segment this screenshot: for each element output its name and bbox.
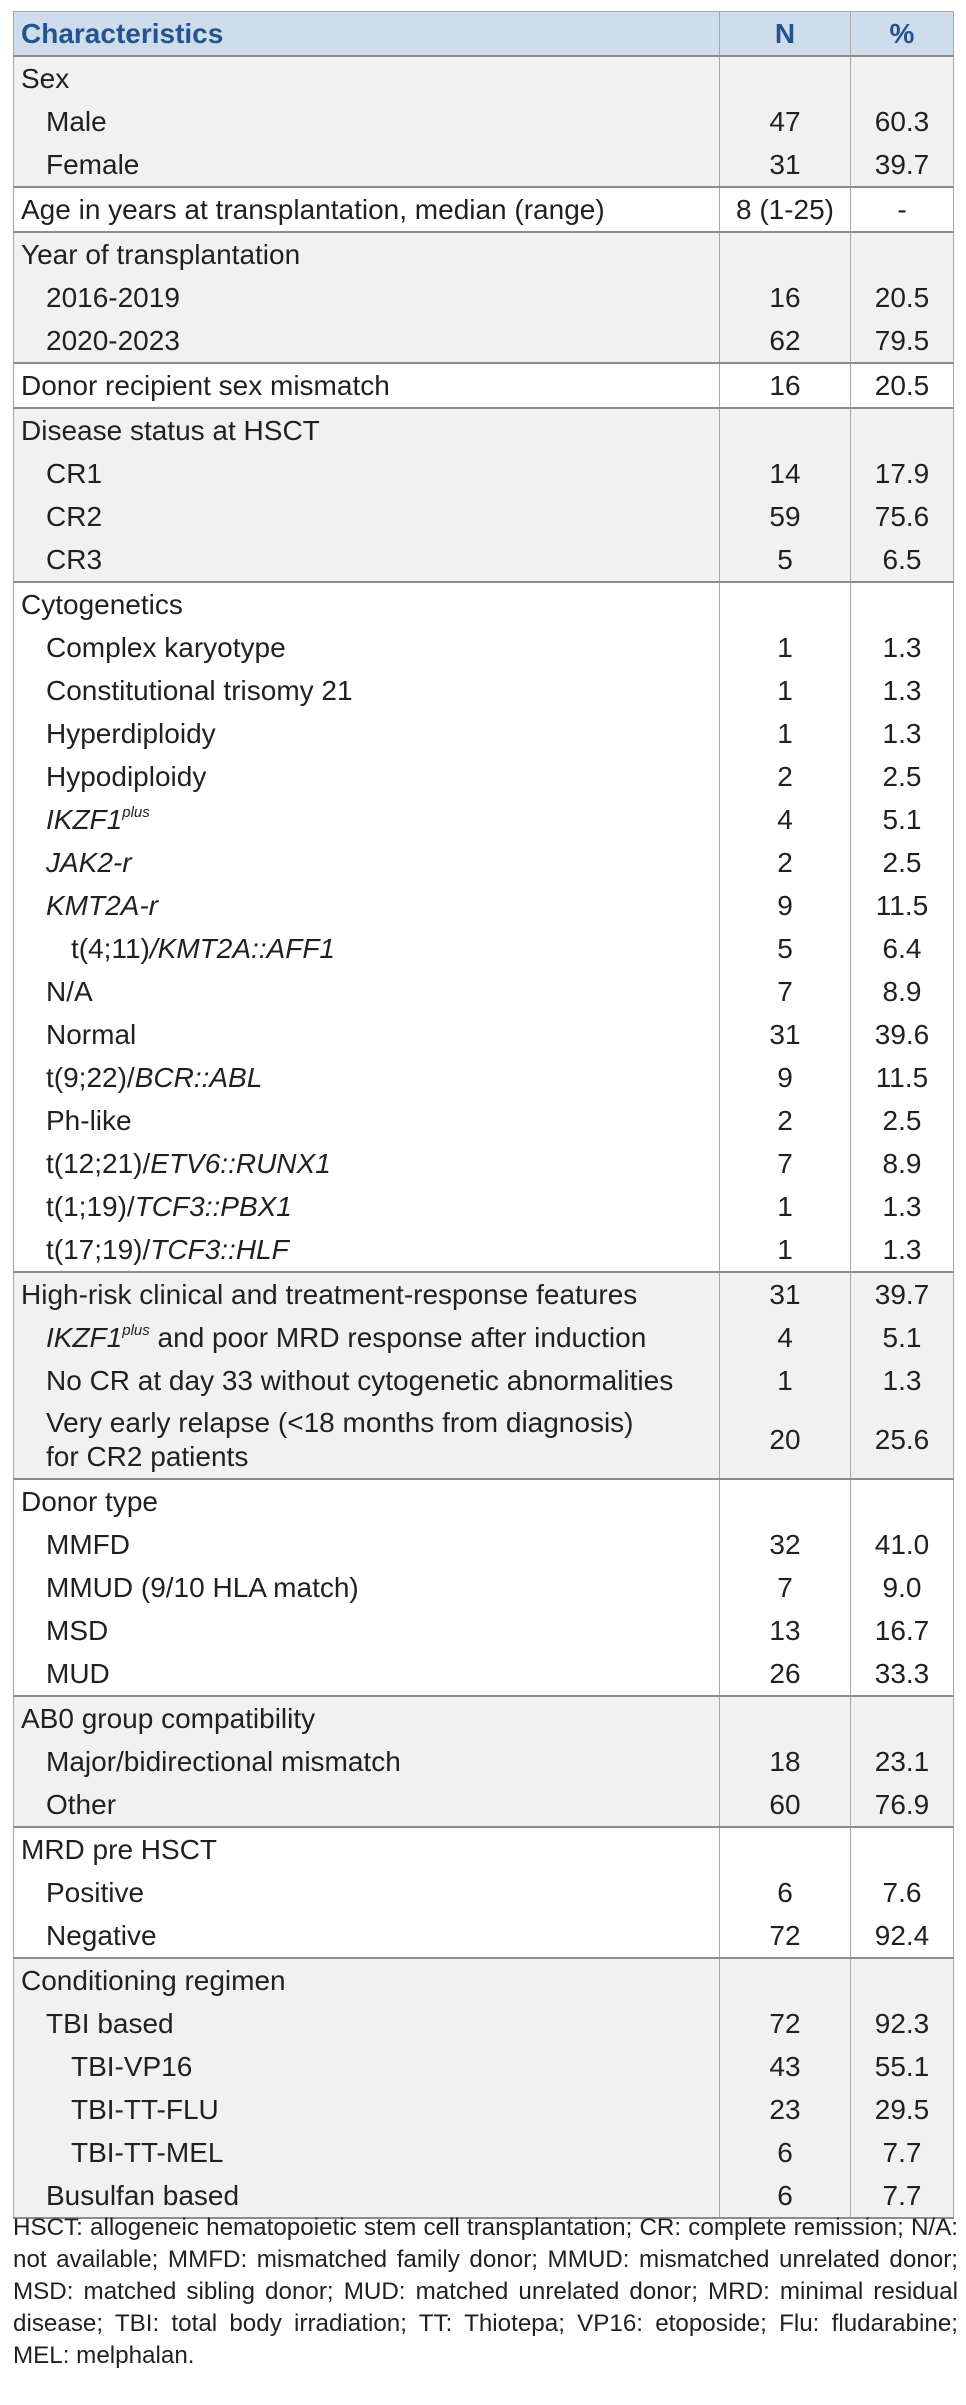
row-label-text: Sex	[21, 63, 70, 94]
row-n-value: 72	[720, 2002, 851, 2045]
row-label-text: TBI-VP16	[71, 2051, 193, 2082]
row-n-value	[720, 1479, 851, 1523]
table-row	[14, 1056, 954, 1099]
row-label	[14, 319, 720, 363]
row-percent-value: 11.5	[851, 884, 954, 927]
row-label	[14, 1056, 720, 1099]
table-row	[14, 927, 954, 970]
row-percent-value: 1.3	[851, 712, 954, 755]
row-label	[14, 143, 720, 187]
table-row	[14, 1013, 954, 1056]
row-n-value: 16	[720, 363, 851, 408]
row-label-text: KMT2A-r	[46, 890, 158, 921]
table-row	[14, 841, 954, 884]
row-label-italic: ETV6::RUNX1	[150, 1148, 331, 1179]
row-n-value: 13	[720, 1609, 851, 1652]
table-row	[14, 1827, 954, 1871]
row-percent-value	[851, 1958, 954, 2002]
row-percent-value: 60.3	[851, 100, 954, 143]
row-label	[14, 363, 720, 408]
row-percent-value: 7.7	[851, 2131, 954, 2174]
row-n-value: 6	[720, 1871, 851, 1914]
table-row	[14, 1696, 954, 1740]
row-label	[14, 1185, 720, 1228]
row-label-text: t(1;19)/	[46, 1191, 135, 1222]
row-label-text: TBI-TT-FLU	[71, 2094, 219, 2125]
row-percent-value: 8.9	[851, 1142, 954, 1185]
row-percent-value	[851, 232, 954, 276]
table-row	[14, 582, 954, 626]
row-label	[14, 1013, 720, 1056]
row-percent-value: 75.6	[851, 495, 954, 538]
row-label	[14, 1272, 720, 1316]
row-label	[14, 626, 720, 669]
row-label	[14, 2131, 720, 2174]
row-label-text: Other	[46, 1789, 117, 1820]
table-row	[14, 1228, 954, 1272]
table-row	[14, 143, 954, 187]
row-percent-value	[851, 408, 954, 452]
row-n-value: 6	[720, 2131, 851, 2174]
row-percent-value: 6.4	[851, 927, 954, 970]
row-n-value: 32	[720, 1523, 851, 1566]
row-percent-value: 2.5	[851, 1099, 954, 1142]
row-label-text: AB0 group compatibility	[21, 1703, 316, 1734]
table-row	[14, 187, 954, 232]
row-n-value: 20	[720, 1402, 851, 1479]
row-percent-value	[851, 1696, 954, 1740]
row-percent-value: 76.9	[851, 1783, 954, 1827]
row-percent-value: 20.5	[851, 363, 954, 408]
row-label	[14, 1914, 720, 1958]
row-n-value: 1	[720, 1185, 851, 1228]
row-label-text: TBI-TT-MEL	[71, 2137, 224, 2168]
row-n-value: 2	[720, 755, 851, 798]
row-n-value	[720, 1696, 851, 1740]
table-row	[14, 1402, 954, 1479]
row-label-text: Negative	[46, 1920, 157, 1951]
row-n-value: 4	[720, 798, 851, 841]
row-label-text: CR1	[46, 458, 103, 489]
row-n-value: 1	[720, 1359, 851, 1402]
row-n-value: 6	[720, 2174, 851, 2218]
row-label-text: Hyperdiploidy	[46, 718, 216, 749]
row-percent-value: 16.7	[851, 1609, 954, 1652]
table-row	[14, 452, 954, 495]
row-percent-value: 92.4	[851, 1914, 954, 1958]
row-label-text: 2016-2019	[46, 282, 180, 313]
row-label-text: Donor recipient sex mismatch	[21, 370, 390, 401]
row-label-italic: BCR::ABL	[134, 1062, 263, 1093]
table-body	[14, 56, 954, 2218]
table-row	[14, 1359, 954, 1402]
row-label	[14, 276, 720, 319]
row-label-text: IKZF1	[46, 1322, 123, 1353]
row-label	[14, 1142, 720, 1185]
row-label	[14, 2002, 720, 2045]
row-n-value: 5	[720, 538, 851, 582]
row-n-value: 1	[720, 712, 851, 755]
row-n-value: 7	[720, 970, 851, 1013]
row-label-italic: TCF3::PBX1	[134, 1191, 292, 1222]
row-label	[14, 1523, 720, 1566]
row-label-text: Very early relapse (<18 months from diagnosis)	[46, 1407, 634, 1438]
table-row	[14, 2045, 954, 2088]
row-label-text: IKZF1	[46, 804, 123, 835]
row-label-superscript: plus	[122, 804, 150, 821]
row-label-superscript: plus	[122, 1322, 150, 1339]
row-label	[14, 712, 720, 755]
row-label-text: Complex karyotype	[46, 632, 286, 663]
row-percent-value: 6.5	[851, 538, 954, 582]
row-label-text: t(9;22)/	[46, 1062, 135, 1093]
row-label	[14, 841, 720, 884]
row-n-value: 2	[720, 1099, 851, 1142]
row-percent-value: 20.5	[851, 276, 954, 319]
row-label-text: CR2	[46, 501, 103, 532]
row-label	[14, 884, 720, 927]
row-label	[14, 970, 720, 1013]
row-label-text: Age in years at transplantation, median (range)	[21, 194, 605, 225]
row-label-text: JAK2-r	[46, 847, 132, 878]
row-label-text: t(4;11)	[71, 933, 150, 964]
row-n-value: 62	[720, 319, 851, 363]
table-row	[14, 276, 954, 319]
row-label	[14, 1783, 720, 1827]
table-row	[14, 884, 954, 927]
characteristics-table-container	[13, 11, 953, 2219]
table-row	[14, 669, 954, 712]
table-row	[14, 363, 954, 408]
row-n-value: 59	[720, 495, 851, 538]
table-row	[14, 1523, 954, 1566]
row-label	[14, 1871, 720, 1914]
row-n-value: 43	[720, 2045, 851, 2088]
row-label	[14, 798, 720, 841]
row-percent-value: 1.3	[851, 626, 954, 669]
row-n-value: 31	[720, 1272, 851, 1316]
row-label	[14, 2045, 720, 2088]
table-row	[14, 2088, 954, 2131]
row-n-value: 2	[720, 841, 851, 884]
header-n: N	[720, 12, 851, 57]
characteristics-table	[13, 11, 954, 2219]
row-label-text: t(12;21)/	[46, 1148, 151, 1179]
table-row	[14, 1740, 954, 1783]
row-label-text: t(17;19)/	[46, 1234, 151, 1265]
row-n-value: 31	[720, 1013, 851, 1056]
row-n-value: 47	[720, 100, 851, 143]
row-percent-value	[851, 56, 954, 100]
row-label-text: Conditioning regimen	[21, 1965, 286, 1996]
row-label-text: Donor type	[21, 1486, 158, 1517]
row-label	[14, 1479, 720, 1523]
row-label-line2: for CR2 patients	[46, 1441, 249, 1472]
row-n-value: 5	[720, 927, 851, 970]
row-percent-value: 55.1	[851, 2045, 954, 2088]
row-label	[14, 1696, 720, 1740]
header-percent: %	[851, 12, 954, 57]
table-row	[14, 495, 954, 538]
row-label	[14, 232, 720, 276]
row-label-italic: TCF3::HLF	[150, 1234, 289, 1265]
row-label	[14, 1740, 720, 1783]
row-n-value: 7	[720, 1566, 851, 1609]
header-characteristics: Characteristics	[14, 12, 720, 57]
row-percent-value	[851, 1479, 954, 1523]
row-label-text: MRD pre HSCT	[21, 1834, 218, 1865]
table-row	[14, 1142, 954, 1185]
row-n-value	[720, 56, 851, 100]
row-label	[14, 1099, 720, 1142]
row-percent-value: 29.5	[851, 2088, 954, 2131]
row-percent-value: 5.1	[851, 798, 954, 841]
row-label	[14, 495, 720, 538]
row-label-text: MUD	[46, 1658, 110, 1689]
row-label-text: No CR at day 33 without cytogenetic abnormalities	[46, 1365, 674, 1396]
row-percent-value: 7.6	[851, 1871, 954, 1914]
row-n-value: 1	[720, 626, 851, 669]
row-n-value: 1	[720, 1228, 851, 1272]
row-label	[14, 1402, 720, 1479]
table-row	[14, 1316, 954, 1359]
row-n-value	[720, 582, 851, 626]
row-label	[14, 1652, 720, 1696]
row-label	[14, 669, 720, 712]
table-footnote: HSCT: allogeneic hematopoietic stem cell transplantation; CR: complete remission; N/A: not available; MMFD: mismatched family donor; MMUD: mismatched unrelated donor; MSD: matched sibling donor; MUD: matched unrelated donor; MRD: minimal residual disease; TBI: total body irradiation; TT: Thiotepa; VP16: etoposide; Flu: fludarabine; MEL: melphalan.	[13, 2214, 958, 2369]
row-label	[14, 56, 720, 100]
row-n-value	[720, 408, 851, 452]
table-row	[14, 1609, 954, 1652]
row-label-italic: /KMT2A::AFF1	[149, 933, 336, 964]
row-label	[14, 1359, 720, 1402]
row-label-text: Cytogenetics	[21, 589, 183, 620]
row-percent-value	[851, 1827, 954, 1871]
row-n-value: 60	[720, 1783, 851, 1827]
row-label-text: Normal	[46, 1019, 137, 1050]
table-row	[14, 1272, 954, 1316]
row-percent-value: 7.7	[851, 2174, 954, 2218]
row-label	[14, 1609, 720, 1652]
row-percent-value: 1.3	[851, 1359, 954, 1402]
row-percent-value: 2.5	[851, 841, 954, 884]
row-n-value	[720, 1958, 851, 2002]
row-label	[14, 100, 720, 143]
table-row	[14, 970, 954, 1013]
table-row	[14, 798, 954, 841]
row-label-text: Positive	[46, 1877, 145, 1908]
table-row	[14, 2002, 954, 2045]
row-percent-value: 17.9	[851, 452, 954, 495]
table-row	[14, 1914, 954, 1958]
table-row	[14, 712, 954, 755]
row-percent-value: -	[851, 187, 954, 232]
row-percent-value: 1.3	[851, 1228, 954, 1272]
row-label-text: 2020-2023	[46, 325, 180, 356]
table-row	[14, 1566, 954, 1609]
row-label-text: Major/bidirectional mismatch	[46, 1746, 401, 1777]
row-label	[14, 1316, 720, 1359]
row-n-value: 16	[720, 276, 851, 319]
row-label-text: Disease status at HSCT	[21, 415, 320, 446]
row-percent-value: 92.3	[851, 2002, 954, 2045]
row-n-value	[720, 1827, 851, 1871]
row-n-value: 9	[720, 1056, 851, 1099]
row-label	[14, 755, 720, 798]
row-percent-value: 1.3	[851, 1185, 954, 1228]
row-label-text: N/A	[46, 976, 93, 1007]
row-percent-value: 9.0	[851, 1566, 954, 1609]
row-label-text: Male	[46, 106, 107, 137]
table-row	[14, 538, 954, 582]
row-n-value: 18	[720, 1740, 851, 1783]
row-percent-value	[851, 582, 954, 626]
row-label-text: Ph-like	[46, 1105, 132, 1136]
table-row	[14, 755, 954, 798]
table-row	[14, 232, 954, 276]
row-label	[14, 408, 720, 452]
row-label	[14, 187, 720, 232]
table-row	[14, 1479, 954, 1523]
table-row	[14, 1871, 954, 1914]
table-header-row	[14, 12, 954, 57]
row-label-text: Hypodiploidy	[46, 761, 207, 792]
row-label-text: Busulfan based	[46, 2180, 240, 2211]
table-row	[14, 408, 954, 452]
row-percent-value: 23.1	[851, 1740, 954, 1783]
table-row	[14, 1958, 954, 2002]
table-row	[14, 626, 954, 669]
row-n-value	[720, 232, 851, 276]
row-label	[14, 927, 720, 970]
table-row	[14, 56, 954, 100]
row-percent-value: 2.5	[851, 755, 954, 798]
row-percent-value: 39.6	[851, 1013, 954, 1056]
table-row	[14, 100, 954, 143]
table-row	[14, 2131, 954, 2174]
row-percent-value: 1.3	[851, 669, 954, 712]
row-label-text: CR3	[46, 544, 103, 575]
row-label-tail: and poor MRD response after induction	[149, 1322, 647, 1353]
table-row	[14, 1783, 954, 1827]
row-label	[14, 1566, 720, 1609]
row-label	[14, 582, 720, 626]
row-n-value: 26	[720, 1652, 851, 1696]
row-label-text: MMUD (9/10 HLA match)	[46, 1572, 359, 1603]
row-percent-value: 41.0	[851, 1523, 954, 1566]
row-n-value: 31	[720, 143, 851, 187]
row-label	[14, 1958, 720, 2002]
row-label-text: TBI based	[46, 2008, 174, 2039]
row-label	[14, 1827, 720, 1871]
row-percent-value: 25.6	[851, 1402, 954, 1479]
table-row	[14, 1185, 954, 1228]
row-n-value: 9	[720, 884, 851, 927]
row-percent-value: 39.7	[851, 143, 954, 187]
row-percent-value: 39.7	[851, 1272, 954, 1316]
row-label-text: Female	[46, 149, 140, 180]
row-percent-value: 79.5	[851, 319, 954, 363]
row-n-value: 23	[720, 2088, 851, 2131]
row-n-value: 8 (1-25)	[720, 187, 851, 232]
row-n-value: 1	[720, 669, 851, 712]
row-label	[14, 2088, 720, 2131]
row-n-value: 14	[720, 452, 851, 495]
row-n-value: 4	[720, 1316, 851, 1359]
row-percent-value: 5.1	[851, 1316, 954, 1359]
row-label-text: Constitutional trisomy 21	[46, 675, 353, 706]
row-n-value: 7	[720, 1142, 851, 1185]
row-label-text: High-risk clinical and treatment-response features	[21, 1279, 638, 1310]
row-percent-value: 33.3	[851, 1652, 954, 1696]
row-label-text: MMFD	[46, 1529, 130, 1560]
row-percent-value: 11.5	[851, 1056, 954, 1099]
row-label-text: Year of transplantation	[21, 239, 301, 270]
row-label	[14, 452, 720, 495]
row-n-value: 72	[720, 1914, 851, 1958]
table-row	[14, 1652, 954, 1696]
row-label	[14, 538, 720, 582]
table-row	[14, 319, 954, 363]
row-label-text: MSD	[46, 1615, 109, 1646]
row-percent-value: 8.9	[851, 970, 954, 1013]
row-label	[14, 1228, 720, 1272]
table-row	[14, 1099, 954, 1142]
